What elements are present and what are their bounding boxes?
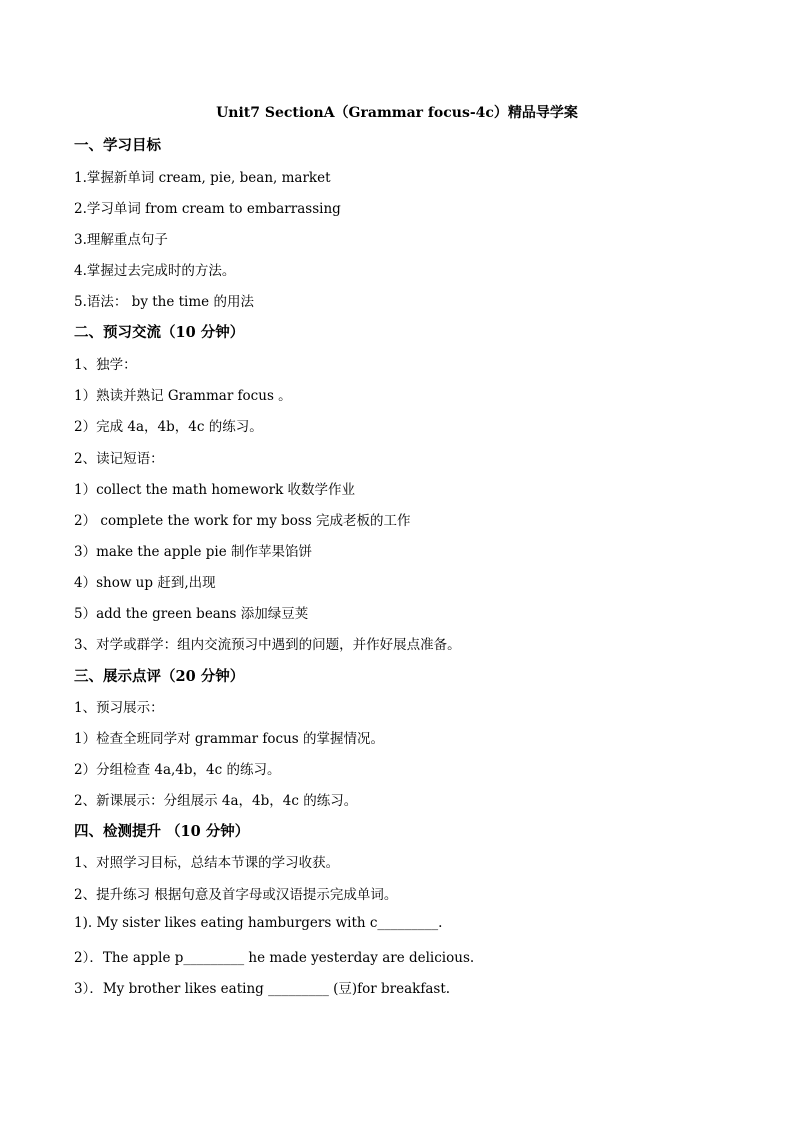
- section-heading: 二、预习交流（10 分钟）: [74, 324, 245, 341]
- section-heading: 一、学习目标: [74, 137, 161, 154]
- text-line: 2）完成 4a，4b，4c 的练习。: [74, 419, 263, 435]
- text-line: 3）make the apple pie 制作苹果馅饼: [74, 544, 312, 560]
- text-line: 3、对学或群学：组内交流预习中遇到的问题，并作好展点准备。: [74, 637, 461, 653]
- text-line: 2、新课展示：分组展示 4a，4b，4c 的练习。: [74, 793, 358, 809]
- text-line: 1）检查全班同学对 grammar focus 的掌握情况。: [74, 731, 385, 747]
- text-line: 5）add the green beans 添加绿豆荚: [74, 606, 309, 622]
- section-heading: 四、检测提升 （10 分钟）: [74, 823, 250, 840]
- text-line: 1）熟读并熟记 Grammar focus 。: [74, 388, 292, 404]
- section-heading: 三、展示点评（20 分钟）: [74, 668, 245, 685]
- text-line: 2、提升练习 根据句意及首字母或汉语提示完成单词。: [74, 887, 398, 903]
- text-line: 1、对照学习目标，总结本节课的学习收获。: [74, 855, 340, 871]
- text-line: 2、读记短语：: [74, 451, 164, 467]
- text-line: 2） complete the work for my boss 完成老板的工作: [74, 513, 411, 529]
- exercise-line: 3）．My brother likes eating _________ (豆)for breakfast.: [74, 981, 451, 997]
- text-line: 1）collect the math homework 收数学作业: [74, 482, 356, 498]
- document-title: Unit7 SectionA（Grammar focus-4c）精品导学案: [216, 105, 578, 121]
- text-line: 4）show up 赶到,出现: [74, 575, 216, 591]
- text-line: 1、独学：: [74, 357, 137, 373]
- text-line: 2）分组检查 4a,4b，4c 的练习。: [74, 762, 281, 778]
- text-line: 2.学习单词 from cream to embarrassing: [74, 201, 341, 217]
- exercise-line: 2）．The apple p_________ he made yesterday are delicious.: [74, 950, 475, 966]
- text-line: 4.掌握过去完成时的方法。: [74, 263, 236, 279]
- text-line: 5.语法： by the time 的用法: [74, 294, 254, 310]
- exercise-line: 1). My sister likes eating hamburgers with c_________.: [74, 915, 443, 931]
- text-line: 1、预习展示：: [74, 700, 164, 716]
- text-line: 1.掌握新单词 cream, pie, bean, market: [74, 170, 331, 186]
- text-line: 3.理解重点句子: [74, 232, 168, 248]
